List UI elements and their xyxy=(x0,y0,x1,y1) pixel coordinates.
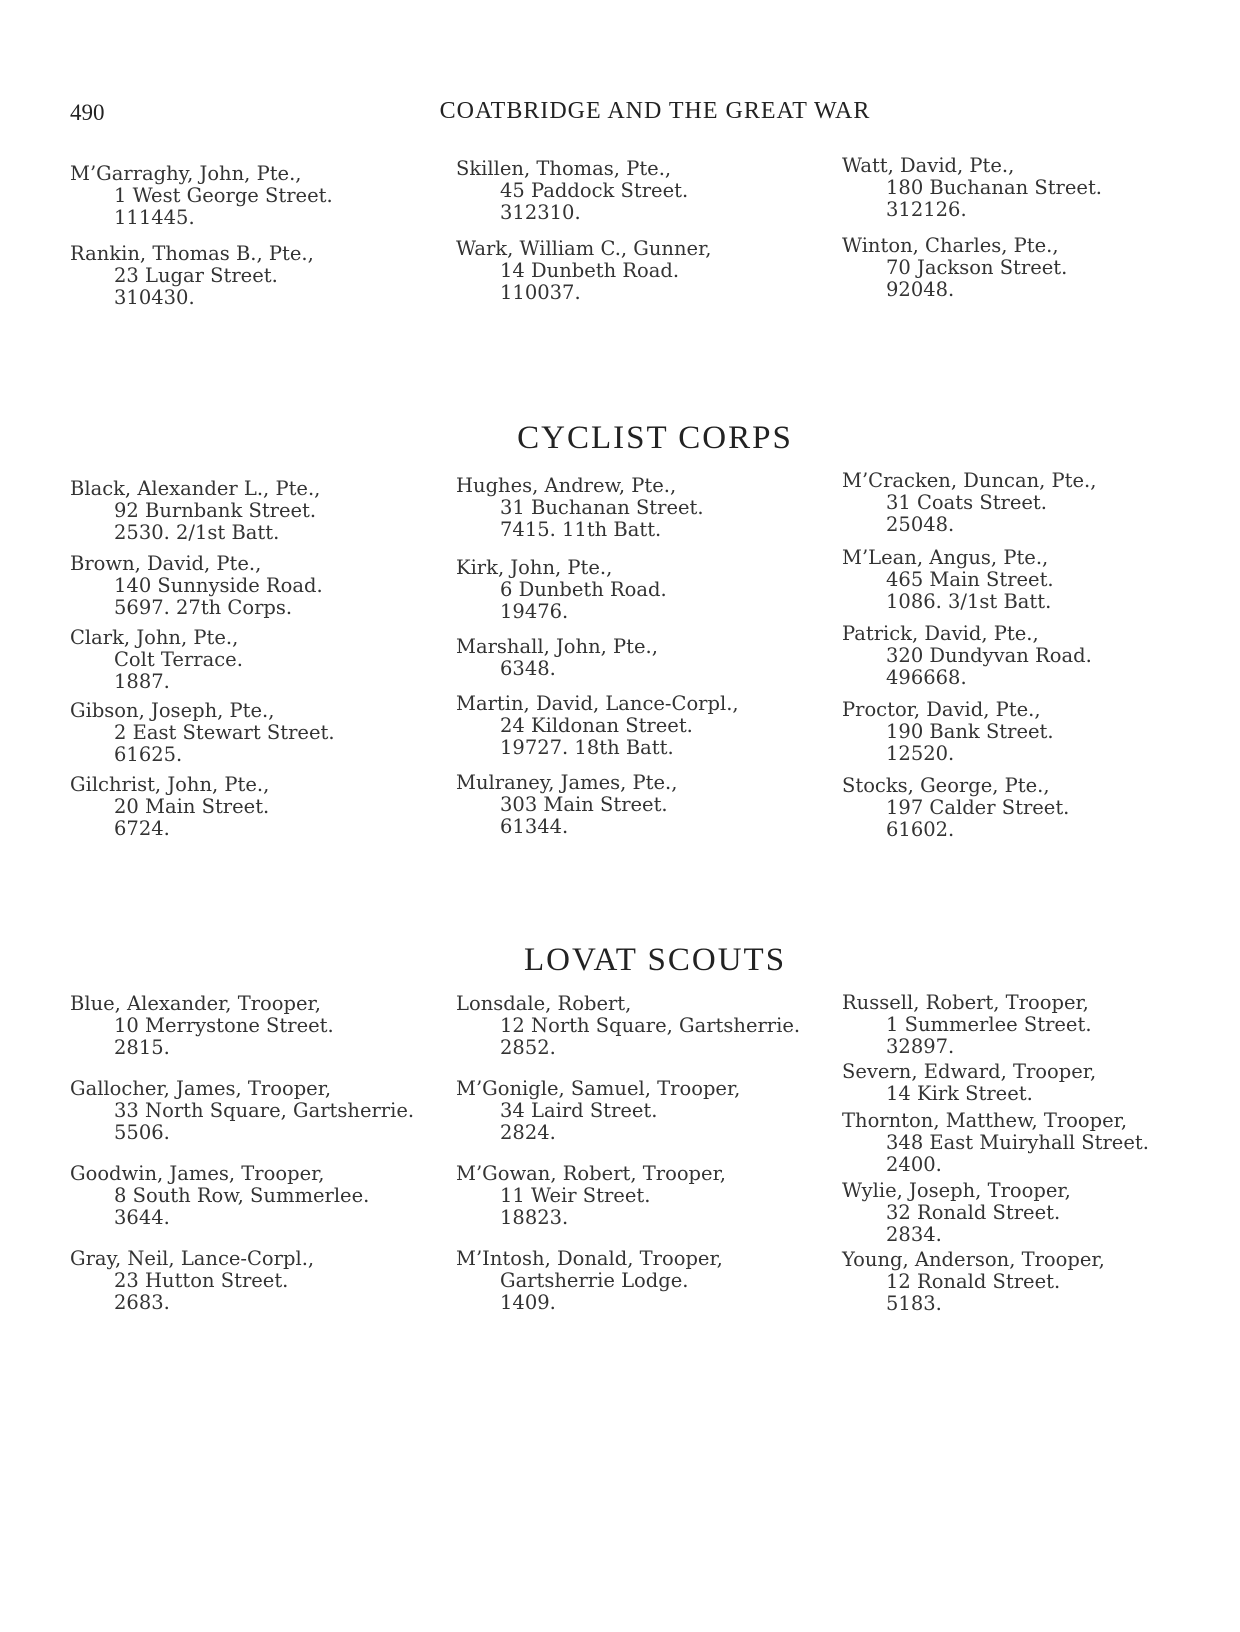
roll-entry xyxy=(70,1248,314,1314)
entry-service-number: 2683. xyxy=(114,1291,170,1314)
entry-address: 320 Dundyvan Road. xyxy=(886,644,1092,667)
roll-entry xyxy=(456,158,688,224)
roll-entry xyxy=(842,992,1092,1058)
entry-name: Wylie, Joseph, Trooper, xyxy=(842,1179,1071,1202)
page-number: 490 xyxy=(70,100,105,125)
entry-service-number: 5183. xyxy=(886,1292,942,1315)
entry-name: Gallocher, James, Trooper, xyxy=(70,1077,332,1100)
entry-service-number: 312310. xyxy=(500,201,581,224)
roll-entry xyxy=(842,547,1054,613)
roll-entry xyxy=(842,1061,1096,1105)
entry-address: 24 Kildonan Street. xyxy=(500,714,693,737)
roll-entry xyxy=(456,475,704,541)
entry-service-number: 3644. xyxy=(114,1206,170,1229)
entry-name: M’Gowan, Robert, Trooper, xyxy=(456,1162,726,1185)
entry-name: Blue, Alexander, Trooper, xyxy=(70,992,321,1015)
entry-name: Goodwin, James, Trooper, xyxy=(70,1162,325,1185)
entry-service-number: 110037. xyxy=(500,281,581,304)
roll-entry xyxy=(842,699,1054,765)
entry-service-number: 19727. 18th Batt. xyxy=(500,736,674,759)
entry-service-number: 61625. xyxy=(114,743,183,766)
entry-address: 197 Calder Street. xyxy=(886,796,1070,819)
entry-name: M’Lean, Angus, Pte., xyxy=(842,546,1049,569)
entry-service-number: 7415. 11th Batt. xyxy=(500,518,662,541)
entry-address: 34 Laird Street. xyxy=(500,1099,658,1122)
entry-service-number: 5697. 27th Corps. xyxy=(114,596,293,619)
entry-service-number: 2815. xyxy=(114,1036,170,1059)
entry-address: 2 East Stewart Street. xyxy=(114,721,335,744)
entry-name: Patrick, David, Pte., xyxy=(842,622,1039,645)
roll-entry xyxy=(456,772,677,838)
entry-service-number: 2824. xyxy=(500,1121,556,1144)
entry-address: 12 North Square, Gartsherrie. xyxy=(500,1014,801,1037)
entry-name: Stocks, George, Pte., xyxy=(842,774,1050,797)
entry-name: Russell, Robert, Trooper, xyxy=(842,991,1089,1014)
entry-address: 12 Ronald Street. xyxy=(886,1270,1061,1293)
entry-name: Gray, Neil, Lance-Corpl., xyxy=(70,1247,315,1270)
entry-service-number: 6724. xyxy=(114,817,170,840)
roll-entry xyxy=(70,1078,414,1144)
roll-entry xyxy=(70,774,269,840)
roll-entry xyxy=(842,1180,1071,1246)
entry-address: Gartsherrie Lodge. xyxy=(500,1269,689,1292)
entry-name: Winton, Charles, Pte., xyxy=(842,234,1059,257)
roll-entry xyxy=(842,235,1067,301)
entry-address: 33 North Square, Gartsherrie. xyxy=(114,1099,415,1122)
entry-address: 180 Buchanan Street. xyxy=(886,176,1102,199)
entry-name: Clark, John, Pte., xyxy=(70,626,239,649)
entry-address: 465 Main Street. xyxy=(886,568,1054,591)
roll-entry xyxy=(70,627,243,693)
entry-service-number: 2852. xyxy=(500,1036,556,1059)
entry-address: 45 Paddock Street. xyxy=(500,179,689,202)
entry-address: 20 Main Street. xyxy=(114,795,270,818)
entry-address: 11 Weir Street. xyxy=(500,1184,651,1207)
entry-name: Young, Anderson, Trooper, xyxy=(842,1248,1105,1271)
roll-entry xyxy=(456,238,711,304)
roll-entry xyxy=(456,993,800,1059)
entry-service-number: 111445. xyxy=(114,206,195,229)
entry-address: 1 Summerlee Street. xyxy=(886,1013,1092,1036)
roll-entry xyxy=(70,1163,369,1229)
roll-entry xyxy=(70,993,334,1059)
lovat-scouts-heading: LOVAT SCOUTS xyxy=(523,942,787,978)
entry-service-number: 61602. xyxy=(886,818,955,841)
entry-name: Brown, David, Pte., xyxy=(70,552,262,575)
cyclist-corps-heading: CYCLIST CORPS xyxy=(517,420,793,456)
entry-service-number: 2834. xyxy=(886,1223,942,1246)
entry-address: 23 Hutton Street. xyxy=(114,1269,289,1292)
running-title: COATBRIDGE AND THE GREAT WAR xyxy=(439,98,871,124)
entry-address: 32 Ronald Street. xyxy=(886,1201,1061,1224)
roll-entry xyxy=(456,636,658,680)
entry-address: 348 East Muiryhall Street. xyxy=(886,1131,1149,1154)
entry-address: 70 Jackson Street. xyxy=(886,256,1068,279)
entry-name: M’Gonigle, Samuel, Trooper, xyxy=(456,1077,741,1100)
roll-entry xyxy=(70,243,314,309)
roll-entry xyxy=(456,1163,726,1229)
entry-service-number: 32897. xyxy=(886,1035,955,1058)
entry-service-number: 1887. xyxy=(114,670,170,693)
roll-entry xyxy=(842,1110,1149,1176)
entry-address: 6 Dunbeth Road. xyxy=(500,578,667,601)
entry-name: Hughes, Andrew, Pte., xyxy=(456,474,677,497)
roll-entry xyxy=(842,1249,1105,1315)
entry-address: 303 Main Street. xyxy=(500,793,668,816)
entry-service-number: 6348. xyxy=(500,657,556,680)
entry-name: Proctor, David, Pte., xyxy=(842,698,1041,721)
entry-name: Marshall, John, Pte., xyxy=(456,635,658,658)
entry-name: Black, Alexander L., Pte., xyxy=(70,477,321,500)
entry-service-number: 312126. xyxy=(886,198,967,221)
entry-service-number: 2400. xyxy=(886,1153,942,1176)
entry-name: Lonsdale, Robert, xyxy=(456,992,632,1015)
entry-service-number: 19476. xyxy=(500,600,569,623)
entry-address: 1 West George Street. xyxy=(114,184,333,207)
roll-entry xyxy=(456,1248,723,1314)
entry-name: Gilchrist, John, Pte., xyxy=(70,773,270,796)
entry-service-number: 1086. 3/1st Batt. xyxy=(886,590,1052,613)
entry-service-number: 61344. xyxy=(500,815,569,838)
entry-name: Kirk, John, Pte., xyxy=(456,556,613,579)
entry-service-number: 1409. xyxy=(500,1291,556,1314)
entry-address: 140 Sunnyside Road. xyxy=(114,574,323,597)
entry-service-number: 18823. xyxy=(500,1206,569,1229)
entry-service-number: 25048. xyxy=(886,513,955,536)
roll-entry xyxy=(842,470,1096,536)
roll-entry xyxy=(456,693,739,759)
entry-address: 14 Dunbeth Road. xyxy=(500,259,680,282)
entry-name: Gibson, Joseph, Pte., xyxy=(70,699,275,722)
entry-name: Thornton, Matthew, Trooper, xyxy=(842,1109,1128,1132)
entry-address: Colt Terrace. xyxy=(114,648,243,671)
roll-entry xyxy=(70,478,320,544)
entry-name: Rankin, Thomas B., Pte., xyxy=(70,242,314,265)
entry-service-number: 310430. xyxy=(114,286,195,309)
entry-address: 31 Buchanan Street. xyxy=(500,496,704,519)
entry-service-number: 14 Kirk Street. xyxy=(886,1082,1033,1105)
entry-name: Severn, Edward, Trooper, xyxy=(842,1060,1097,1083)
entry-service-number: 92048. xyxy=(886,278,955,301)
roll-entry xyxy=(842,623,1092,689)
entry-name: Mulraney, James, Pte., xyxy=(456,771,678,794)
entry-address: 31 Coats Street. xyxy=(886,491,1047,514)
entry-service-number: 5506. xyxy=(114,1121,170,1144)
roll-entry xyxy=(70,700,335,766)
entry-name: Watt, David, Pte., xyxy=(842,154,1015,177)
entry-address: 10 Merrystone Street. xyxy=(114,1014,334,1037)
entry-service-number: 2530. 2/1st Batt. xyxy=(114,521,280,544)
entry-address: 190 Bank Street. xyxy=(886,720,1054,743)
entry-name: M’Garraghy, John, Pte., xyxy=(70,162,302,185)
entry-address: 23 Lugar Street. xyxy=(114,264,278,287)
roll-entry xyxy=(456,1078,740,1144)
roll-entry xyxy=(456,557,667,623)
entry-name: M’Intosh, Donald, Trooper, xyxy=(456,1247,723,1270)
entry-service-number: 496668. xyxy=(886,666,967,689)
roll-entry xyxy=(70,553,323,619)
entry-name: Martin, David, Lance-Corpl., xyxy=(456,692,739,715)
entry-name: Skillen, Thomas, Pte., xyxy=(456,157,672,180)
roll-entry xyxy=(842,155,1102,221)
roll-entry xyxy=(842,775,1069,841)
entry-name: Wark, William C., Gunner, xyxy=(456,237,712,260)
entry-address: 92 Burnbank Street. xyxy=(114,499,317,522)
roll-entry xyxy=(70,163,333,229)
entry-address: 8 South Row, Summerlee. xyxy=(114,1184,370,1207)
entry-service-number: 12520. xyxy=(886,742,955,765)
entry-name: M’Cracken, Duncan, Pte., xyxy=(842,469,1097,492)
